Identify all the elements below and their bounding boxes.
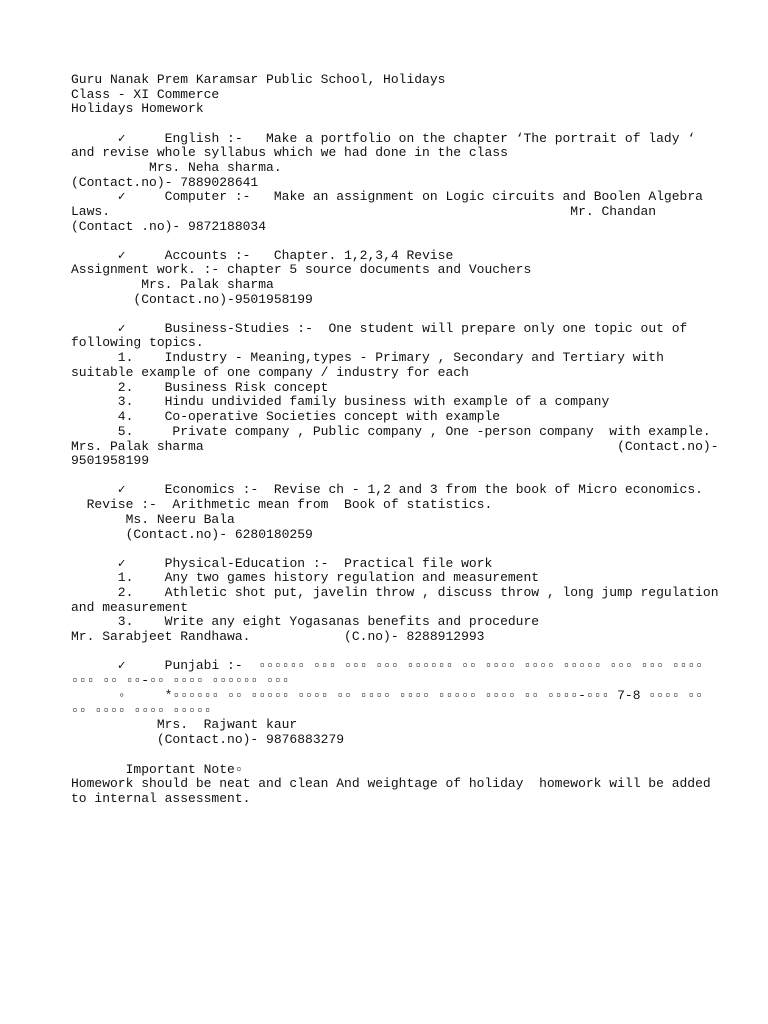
english-line: ✓ English :- Make a portfolio on the chapter ‘The portrait of lady ‘ xyxy=(71,131,696,146)
business-item: 5. Private company , Public company , One -person company with example. xyxy=(71,424,711,439)
homework-heading: Holidays Homework xyxy=(71,101,204,116)
english-teacher: Mrs. Neha sharma. xyxy=(71,160,282,175)
business-item: 1. Industry - Meaning,types - Primary , Secondary and Tertiary with xyxy=(71,350,664,365)
computer-line: ✓ Computer :- Make an assignment on Logic circuits and Boolen Algebra xyxy=(71,189,703,204)
physical-line: ✓ Physical-Education :- Practical file work xyxy=(71,556,493,571)
computer-line-2: Laws. Mr. Chandan xyxy=(71,204,657,219)
important-note-text: Homework should be neat and clean And weightage of holiday homework will be added xyxy=(71,776,711,791)
important-note-text-2: to internal assessment. xyxy=(71,791,251,806)
accounts-line-2: Assignment work. :- chapter 5 source documents and Vouchers xyxy=(71,262,532,277)
class-line: Class - XI Commerce xyxy=(71,87,220,102)
punjabi-line-3: ◦ *▫▫▫▫▫▫ ▫▫ ▫▫▫▫▫ ▫▫▫▫ ▫▫ ▫▫▫▫ ▫▫▫▫ ▫▫▫▫▫ ▫▫▫▫ ▫▫ ▫▫▫▫-▫▫▫ 7-8 ▫▫▫▫ ▫▫ xyxy=(71,688,703,703)
economics-line: ✓ Economics :- Revise ch - 1,2 and 3 from the book of Micro economics. xyxy=(71,482,703,497)
punjabi-line-4: ▫▫ ▫▫▫▫ ▫▫▫▫ ▫▫▫▫▫ xyxy=(71,703,212,718)
punjabi-contact: (Contact.no)- 9876883279 xyxy=(71,732,345,747)
punjabi-teacher: Mrs. Rajwant kaur xyxy=(71,717,298,732)
economics-line-2: Revise :- Arithmetic mean from Book of statistics. xyxy=(71,497,493,512)
physical-item: 2. Athletic shot put, javelin throw , discuss throw , long jump regulation xyxy=(71,585,719,600)
punjabi-line-2: ▫▫▫ ▫▫ ▫▫-▫▫ ▫▫▫▫ ▫▫▫▫▫▫ ▫▫▫ xyxy=(71,673,290,688)
business-item: 2. Business Risk concept xyxy=(71,380,329,395)
english-line-2: and revise whole syllabus which we had done in the class xyxy=(71,145,508,160)
business-item: 4. Co-operative Societies concept with example xyxy=(71,409,501,424)
important-note-title: Important Note▫ xyxy=(71,762,243,777)
accounts-contact: (Contact.no)-9501958199 xyxy=(71,292,313,307)
economics-teacher: Ms. Neeru Bala xyxy=(71,512,235,527)
accounts-line: ✓ Accounts :- Chapter. 1,2,3,4 Revise xyxy=(71,248,454,263)
physical-item: 3. Write any eight Yogasanas benefits and procedure xyxy=(71,614,540,629)
computer-contact: (Contact .no)- 9872188034 xyxy=(71,219,267,234)
punjabi-line: ✓ Punjabi :- ▫▫▫▫▫▫ ▫▫▫ ▫▫▫ ▫▫▫ ▫▫▫▫▫▫ ▫▫ ▫▫▫▫ ▫▫▫▫ ▫▫▫▫▫ ▫▫▫ ▫▫▫ ▫▫▫▫ xyxy=(71,658,703,673)
physical-item: 1. Any two games history regulation and measurement xyxy=(71,570,540,585)
accounts-teacher: Mrs. Palak sharma xyxy=(71,277,274,292)
economics-contact: (Contact.no)- 6280180259 xyxy=(71,527,313,542)
business-line: ✓ Business-Studies :- One student will prepare only one topic out of xyxy=(71,321,688,336)
business-item: suitable example of one company / industry for each xyxy=(71,365,469,380)
english-contact: (Contact.no)- 7889028641 xyxy=(71,175,259,190)
physical-teacher: Mr. Sarabjeet Randhawa. (C.no)- 8288912993 xyxy=(71,629,485,644)
business-contact: 9501958199 xyxy=(71,453,150,468)
business-teacher: Mrs. Palak sharma (Contact.no)- xyxy=(71,439,719,454)
physical-item: and measurement xyxy=(71,600,189,615)
business-line-2: following topics. xyxy=(71,335,204,350)
school-title: Guru Nanak Prem Karamsar Public School, Holidays xyxy=(71,72,446,87)
business-item: 3. Hindu undivided family business with example of a company xyxy=(71,394,610,409)
